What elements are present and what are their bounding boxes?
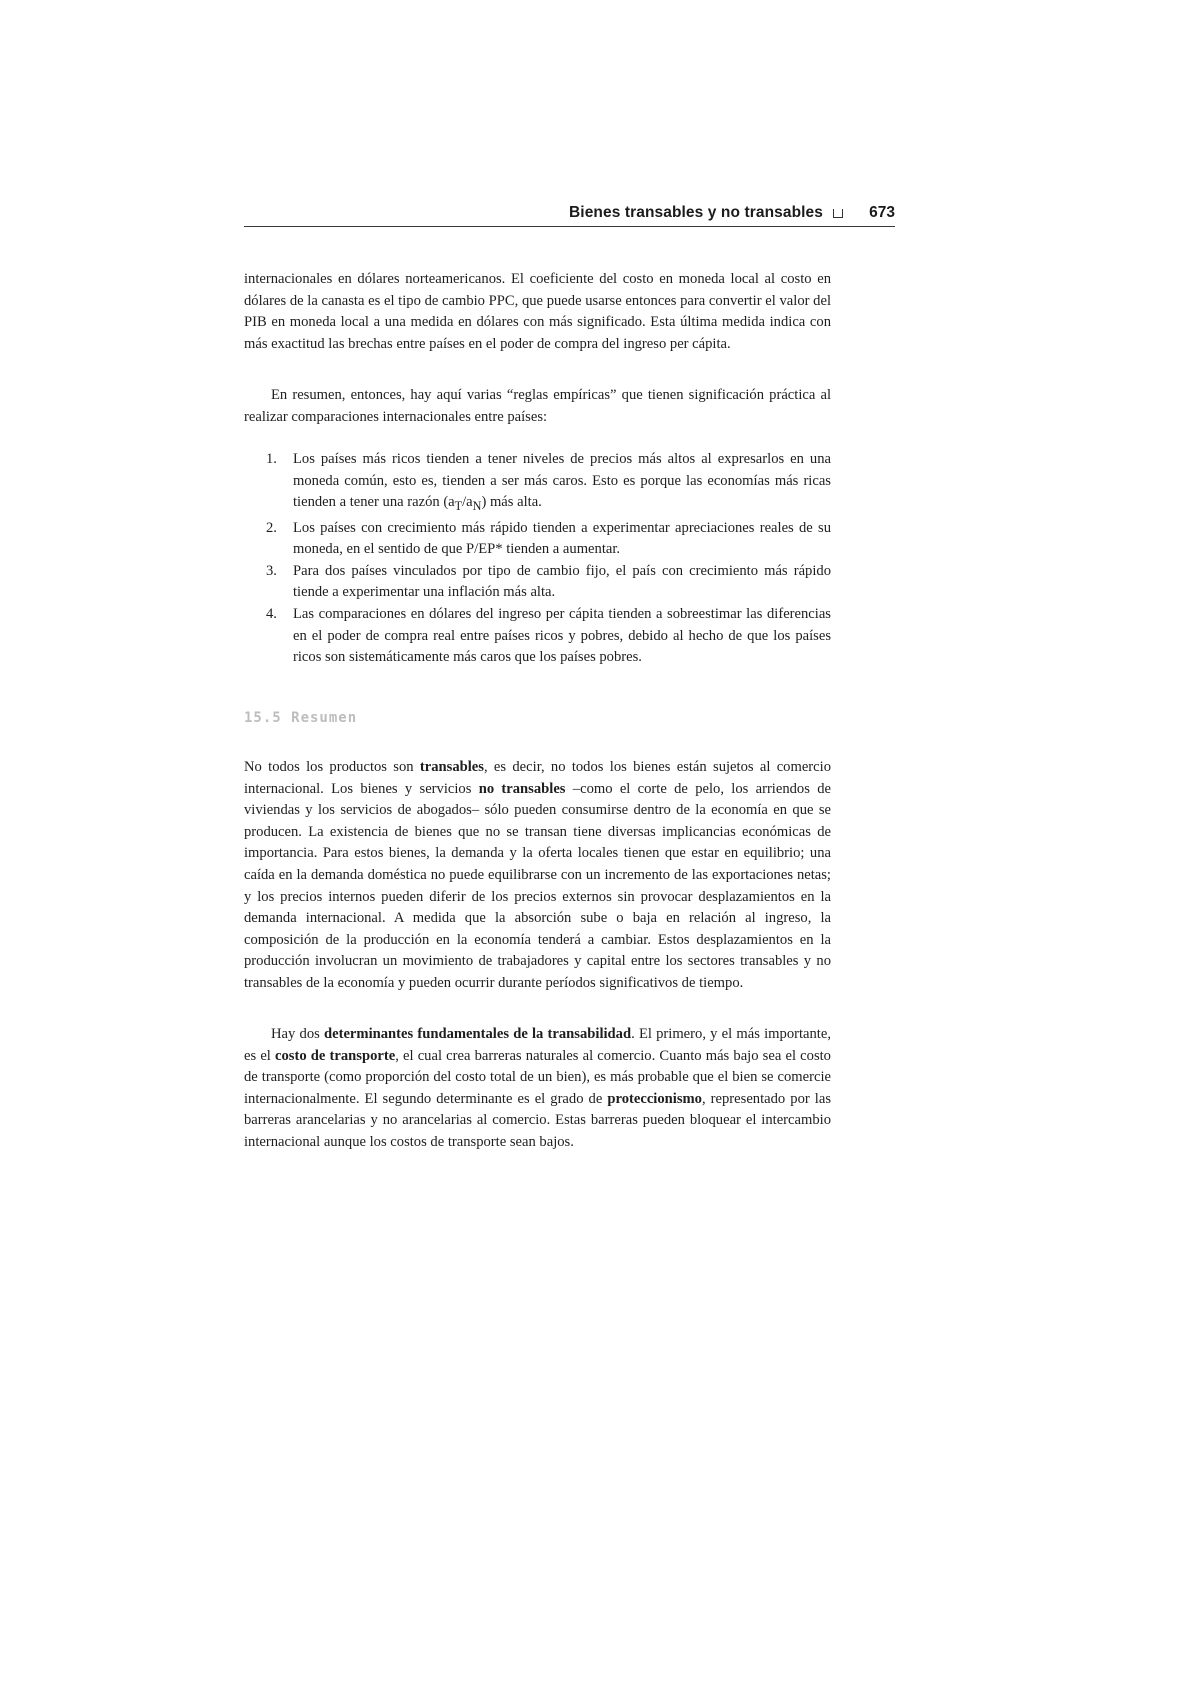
bold-term: transables (419, 759, 484, 775)
list-item-number: 3. (266, 562, 277, 579)
paragraph-ppc: internacionales en dólares norteamericanos. El coeficiente del costo en moneda local al costo en dólares de la canasta es el tipo de cambio PPC, que puede usarse entonces para convertir el valor del PIB en moneda local a una medida en dólares con más significado. Esta última medida indica con más exactitud las brechas entre países en el poder de compra del ingreso per cápita. (244, 271, 831, 352)
list-item (266, 604, 831, 669)
text-run: No todos los productos son (244, 759, 420, 775)
list-item-text: Para dos países vinculados por tipo de cambio fijo, el país con crecimiento más rápido tiende a experimentar una inflación más alta. (293, 562, 831, 601)
bold-term: determinantes fundamentales de la transabilidad (324, 1026, 632, 1042)
list-item (266, 449, 831, 518)
list-item-text: Las comparaciones en dólares del ingreso per cápita tienden a sobreestimar las diferencias en el poder de compra real entre países ricos y pobres, debido al hecho de que los países ricos son sistemáticamente más caros que los países pobres. (293, 606, 831, 666)
paragraph-determinants (244, 1024, 831, 1154)
rules-list (266, 449, 831, 669)
list-item-text: ) más alta. (481, 494, 542, 511)
text-run: . El primero, y el más importante, es el (244, 1026, 831, 1064)
list-item-number: 4. (266, 606, 277, 623)
list-item-text: /a (462, 494, 473, 511)
text-run: , es decir, no todos los bienes están sujetos al comercio internacional. Los bienes y servicios (244, 759, 831, 797)
bold-term: costo de transporte (275, 1047, 396, 1064)
header-box-icon (833, 209, 843, 218)
running-header (244, 204, 895, 227)
page-number: 673 (869, 204, 895, 221)
list-item (266, 518, 831, 561)
list-item-text: Los países con crecimiento más rápido tienden a experimentar apreciaciones reales de su moneda, en el sentido de que P/EP* tienden a aumentar. (293, 519, 831, 558)
subscript: N (472, 499, 482, 514)
bold-term: no transables (478, 780, 566, 797)
list-item (266, 561, 831, 604)
list-item-text: Los países más ricos tienden a tener niveles de precios más altos al expresarlos en una moneda común, esto es, tienden a ser más caros. Esto es porque las economías más ricas tienden a tener una razón (a (293, 451, 831, 511)
paragraph-non-tradables (244, 757, 831, 995)
list-item-number: 1. (266, 451, 277, 467)
text-run: , representado por las barreras arancelarias y no arancelarias al comercio. Estas barreras pueden bloquear el intercambio internacional aunque los costos de transporte sean bajos. (244, 1090, 831, 1150)
paragraph-rules-intro: En resumen, entonces, hay aquí varias “reglas empíricas” que tienen significación práctica al realizar comparaciones internacionales entre países: (244, 387, 831, 425)
section-heading: 15.5 Resumen (244, 710, 358, 726)
text-run: Hay dos (271, 1026, 324, 1042)
text-run: –como el corte de pelo, los arriendos de viviendas y los servicios de abogados– sólo pueden consumirse dentro de la economía en que se producen. La existencia de bienes que no se transan tiene diversas implicancias económicas de importancia. Para estos bienes, la demanda y la oferta locales tienen que estar en equilibrio; una caída en la demanda doméstica no puede equilibrarse con un incremento de las exportaciones netas; y los precios internos pueden diferir de los precios externos sin provocar desplazamientos en la demanda internacional. A medida que la absorción sube o baja en relación al ingreso, la composición de la producción en la economía tenderá a cambiar. Estos desplazamientos en la producción involucran un movimiento de trabajadores y capital entre los sectores transables y no transables de la economía y pueden ocurrir durante períodos significativos de tiempo. (244, 780, 831, 991)
text-run: , el cual crea barreras naturales al comercio. Cuanto más bajo sea el costo de transporte (como proporción del costo total de un bien), es más probable que el bien se comercie internacionalmente. El segundo determinante es el grado de (244, 1047, 831, 1107)
subscript: T (454, 499, 463, 514)
list-item-number: 2. (266, 519, 277, 536)
running-title: Bienes transables y no transables (569, 204, 823, 221)
bold-term: proteccionismo (607, 1090, 702, 1107)
